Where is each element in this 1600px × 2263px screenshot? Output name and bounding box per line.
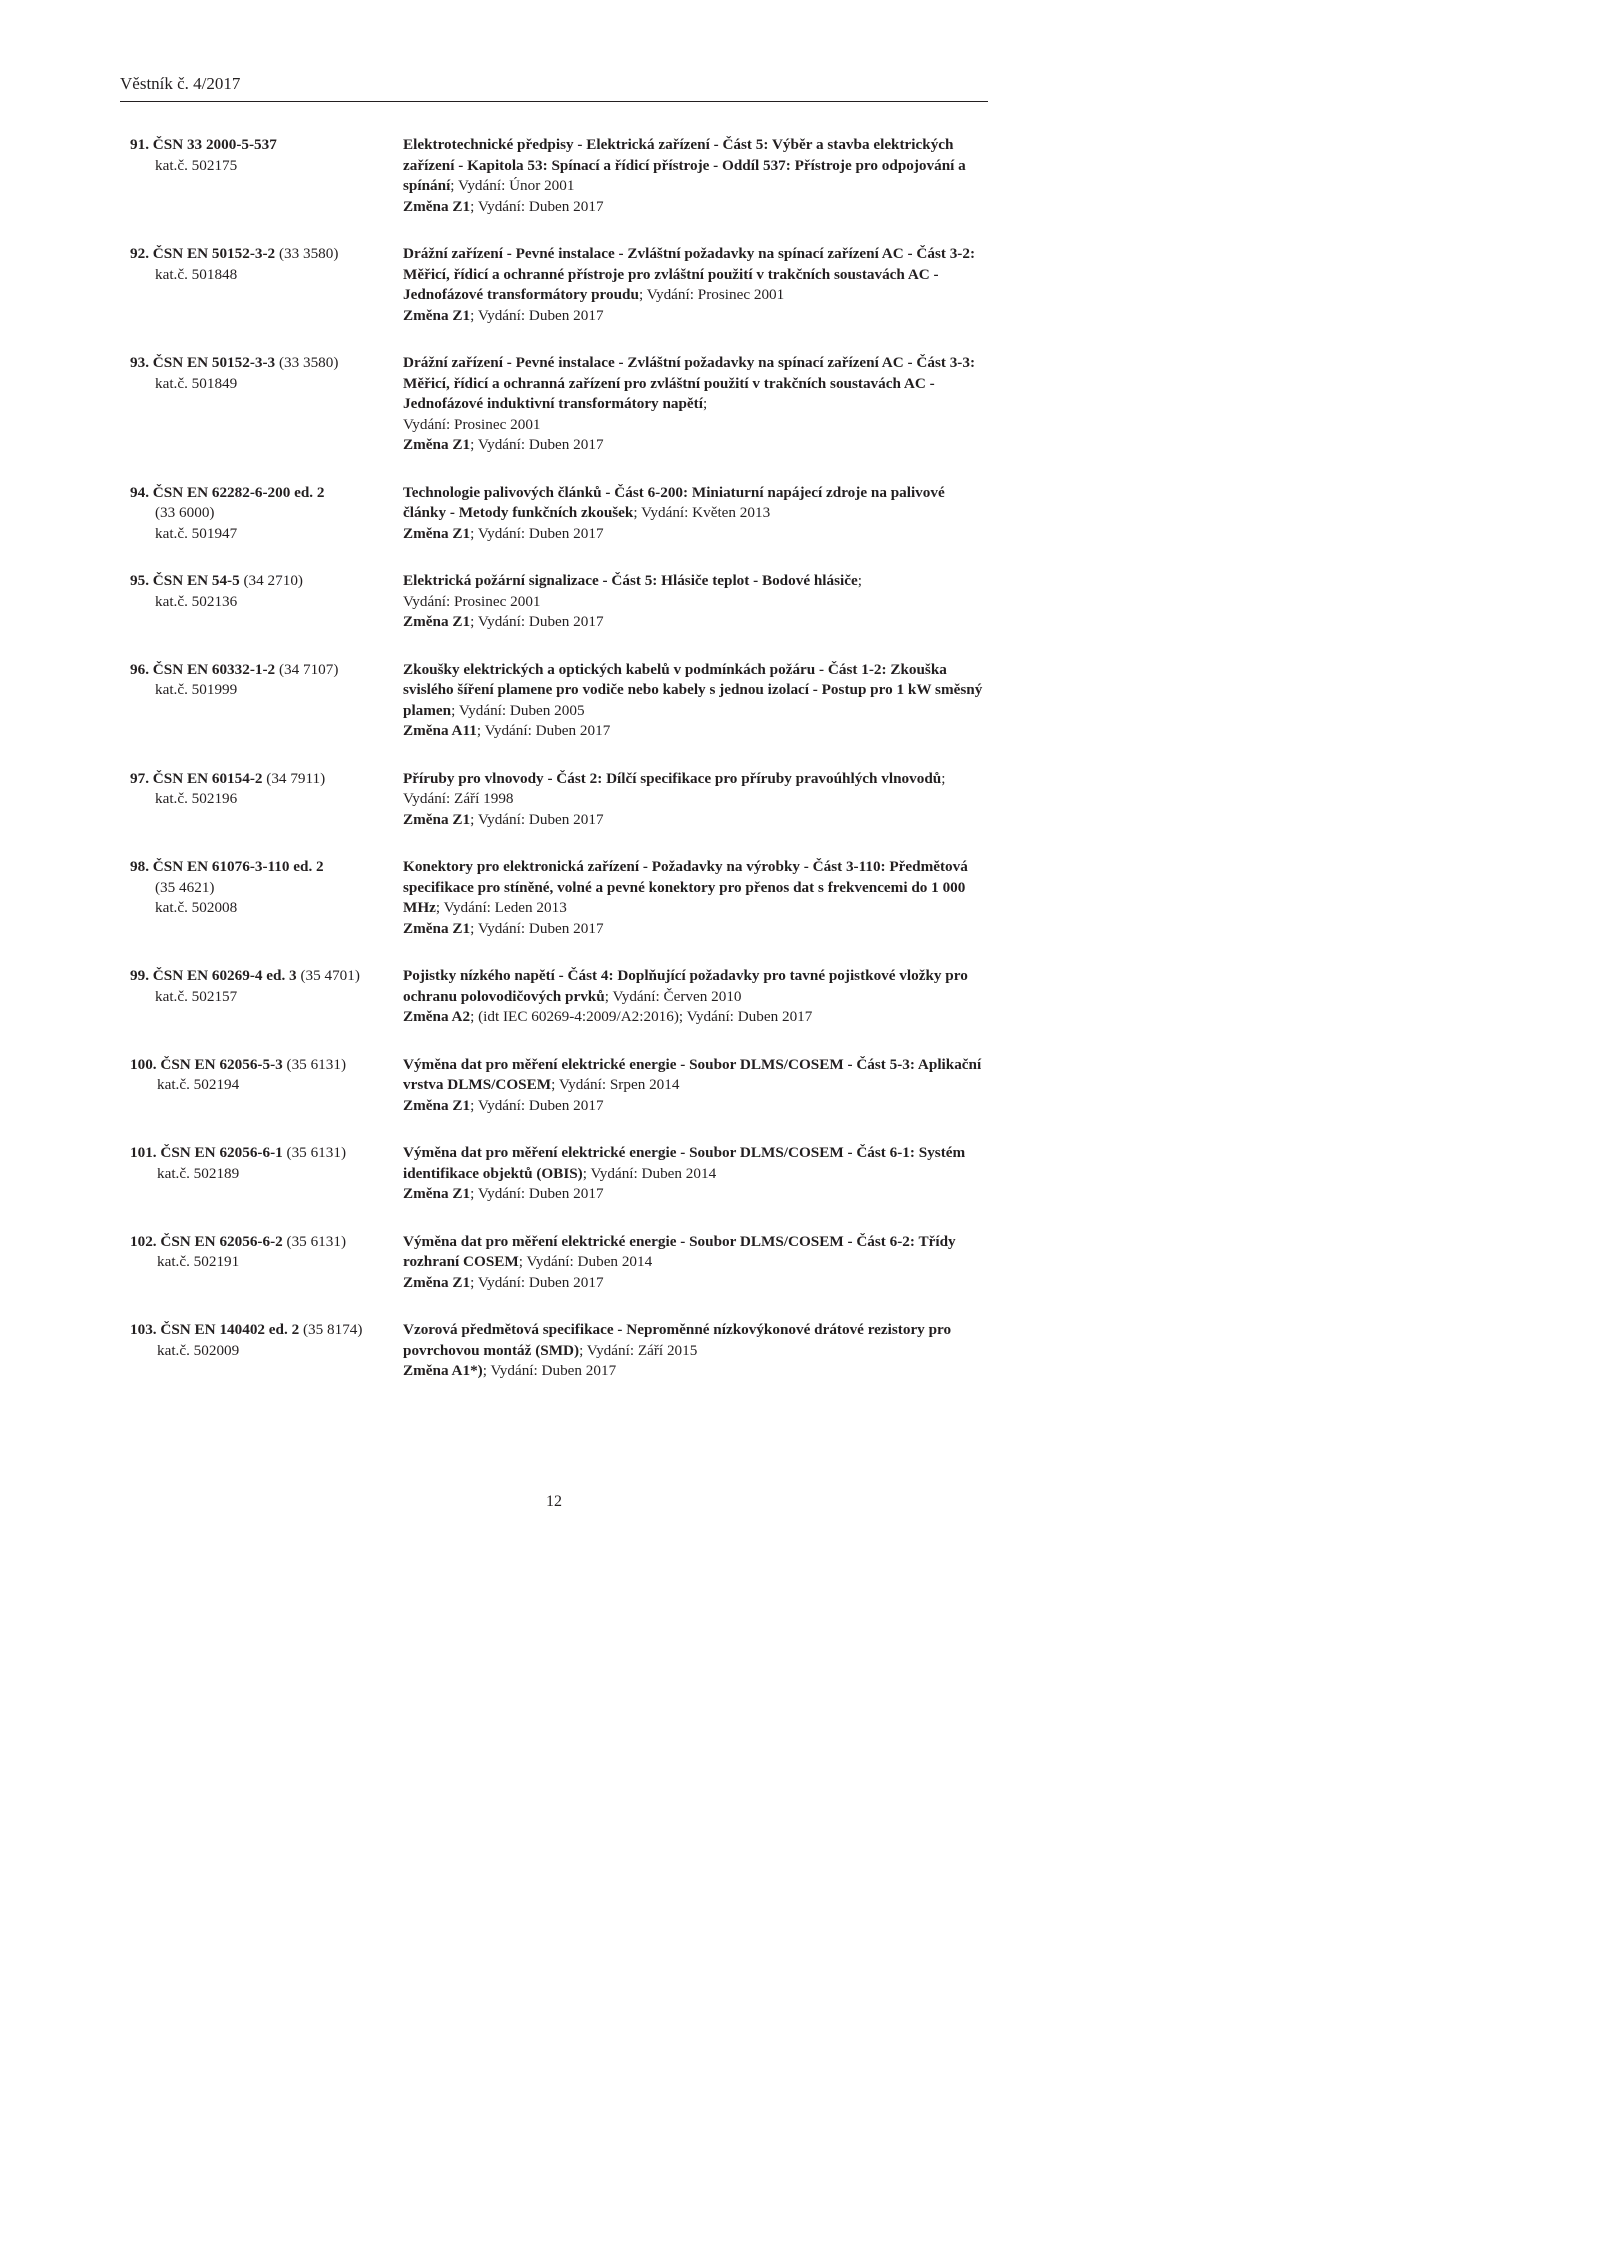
amendment: Změna Z1 (403, 810, 471, 828)
amendment-date: ; Vydání: Duben 2017 (470, 524, 604, 542)
standard-code: ČSN EN 62282-6-200 ed. 2 (152, 483, 325, 501)
standard-title: Zkoušky elektrických a optických kabelů v podmínkách požáru - Část 1-2: Zkouška svislého šíření plamene pro vodiče nebo kabely s jednou izolací - Postup pro 1 kW směsný plamen (403, 660, 983, 719)
entry-number: 103. (130, 1321, 157, 1338)
amendment-date: ; Vydání: Duben 2017 (470, 613, 604, 630)
standard-designation (130, 1055, 403, 1117)
amendment-date: ; Vydání: Duben 2017 (470, 306, 604, 324)
standard-title: Příruby pro vlnovody - Část 2: Dílčí specifikace pro příruby pravoúhlých vlnovodů (403, 769, 942, 787)
classification-code: (35 6131) (282, 1232, 347, 1250)
standard-code: ČSN EN 62056-5-3 (160, 1055, 283, 1073)
standard-entry (130, 1055, 990, 1117)
classification-code: (35 4701) (296, 967, 360, 984)
standard-entry (130, 1320, 990, 1382)
standard-designation (130, 571, 403, 633)
catalog-number: kat.č. 502191 (157, 1253, 240, 1270)
page-header (120, 74, 988, 102)
standard-designation (130, 966, 403, 1028)
standard-description (403, 1232, 990, 1294)
catalog-number: kat.č. 502136 (155, 592, 238, 610)
amendment-date: ; Vydání: Duben 2017 (482, 1362, 617, 1379)
catalog-number: kat.č. 502194 (157, 1076, 240, 1093)
amendment: Změna Z1 (403, 613, 471, 630)
classification-code: (34 7911) (262, 769, 326, 787)
amendment: Změna Z1 (403, 1185, 471, 1202)
issue-date: ; Vydání: Květen 2013 (633, 504, 771, 521)
classification-code: (35 8174) (299, 1321, 363, 1338)
page-number: 12 (546, 1493, 562, 1510)
standard-entry (130, 769, 990, 831)
entry-number: 92. (130, 245, 149, 262)
amendment: Změna A1*) (403, 1362, 483, 1379)
standard-title: Vzorová předmětová specifikace - Neproměnné nízkovýkonové drátové rezistory pro povrchovou montáž (SMD) (403, 1321, 952, 1359)
standard-title: Výměna dat pro měření elektrické energie - Soubor DLMS/COSEM - Část 6-1: Systém identifikace objektů (OBIS) (403, 1144, 966, 1182)
standard-designation (130, 483, 403, 545)
amendment: Změna A11 (403, 722, 477, 739)
issue-date: ; (702, 395, 708, 412)
amendment: Změna Z1 (403, 197, 471, 215)
standard-description (403, 571, 990, 633)
standard-designation (130, 660, 403, 742)
standard-title: Výměna dat pro měření elektrické energie - Soubor DLMS/COSEM - Část 5-3: Aplikační vrstva DLMS/COSEM (403, 1055, 982, 1093)
standard-title: Technologie palivových článků - Část 6-200: Miniaturní napájecí zdroje na palivové články - Metody funkčních zkoušek (403, 483, 945, 521)
standard-title: Elektrická požární signalizace - Část 5: Hlásiče teplot - Bodové hlásiče (403, 572, 858, 589)
standard-designation (130, 244, 403, 326)
standard-description (403, 966, 990, 1028)
amendment-date: ; Vydání: Duben 2017 (470, 436, 604, 453)
standard-description (403, 244, 990, 326)
catalog-number: kat.č. 502189 (157, 1164, 240, 1182)
standard-code: ČSN EN 140402 ed. 2 (160, 1321, 300, 1338)
standard-description (403, 483, 990, 545)
standard-designation (130, 135, 403, 217)
amendment-date: ; Vydání: Duben 2017 (470, 197, 604, 215)
entry-number: 94. (130, 483, 149, 501)
entry-number: 93. (130, 354, 149, 371)
amendment: Změna Z1 (403, 524, 471, 542)
issue-date: ; Vydání: Červen 2010 (604, 987, 742, 1005)
standard-entry (130, 1232, 990, 1294)
standard-designation (130, 1320, 403, 1382)
classification-code: (33 3580) (275, 245, 339, 262)
standard-code: ČSN EN 60269-4 ed. 3 (152, 967, 297, 984)
issue-date: ; Vydání: Září 1998 (403, 769, 946, 807)
standard-title: Pojistky nízkého napětí - Část 4: Doplňující požadavky pro tavné pojistkové vložky pro ochranu polovodičových prvků (403, 967, 968, 1005)
amendment: Změna Z1 (403, 306, 471, 324)
classification-code: (35 6131) (282, 1144, 347, 1161)
catalog-number: kat.č. 501947 (155, 524, 238, 542)
amendment-date: ; Vydání: Duben 2017 (470, 1273, 604, 1291)
catalog-number: kat.č. 501999 (155, 681, 238, 698)
issue-date: ; (857, 572, 862, 589)
amendment-date: ; (idt IEC 60269-4:2009/A2:2016); Vydání: Duben 2017 (470, 1008, 813, 1025)
amendment: Změna Z1 (403, 436, 471, 453)
entry-number: 101. (130, 1144, 157, 1161)
issue-date-line: Vydání: Prosinec 2001 (403, 592, 541, 610)
standard-code: ČSN EN 62056-6-1 (160, 1144, 283, 1161)
standard-entry (130, 483, 990, 545)
standard-title: Drážní zařízení - Pevné instalace - Zvláštní požadavky na spínací zařízení AC - Část 3-2: Měřicí, řídicí a ochranné přístroje pro zvláštní použití v trakčních soustavách AC - Jednofázové transformátory proudu (403, 245, 976, 303)
entry-number: 102. (130, 1232, 157, 1250)
catalog-number: kat.č. 501848 (155, 265, 238, 283)
issue-date: ; Vydání: Duben 2014 (518, 1253, 653, 1270)
standard-entry (130, 571, 990, 633)
amendment: Změna Z1 (403, 1273, 471, 1291)
standard-code: ČSN EN 60332-1-2 (152, 660, 276, 678)
issue-date: ; Vydání: Prosinec 2001 (638, 286, 785, 303)
amendment-date: ; Vydání: Duben 2017 (470, 1185, 604, 1202)
standard-entry (130, 660, 990, 742)
amendment: Změna Z1 (403, 919, 471, 937)
standard-designation (130, 353, 403, 456)
catalog-number: kat.č. 502009 (157, 1341, 240, 1359)
standard-description (403, 135, 990, 217)
entry-number: 99. (130, 967, 149, 984)
standard-description (403, 1320, 990, 1382)
standard-code: ČSN EN 62056-6-2 (160, 1232, 283, 1250)
entry-number: 97. (130, 769, 149, 787)
journal-title: Věstník č. 4/2017 (120, 74, 241, 93)
standard-entry (130, 135, 990, 217)
entry-number: 98. (130, 858, 149, 875)
standard-description (403, 769, 990, 831)
amendment: Změna A2 (403, 1008, 471, 1025)
standard-code: ČSN EN 50152-3-3 (152, 354, 276, 371)
entry-number: 95. (130, 572, 149, 589)
catalog-number: kat.č. 502157 (155, 987, 238, 1005)
amendment: Změna Z1 (403, 1096, 471, 1114)
standard-designation (130, 1143, 403, 1205)
catalog-number: kat.č. 502008 (155, 899, 238, 916)
standard-description (403, 1055, 990, 1117)
standard-title: Elektrotechnické předpisy - Elektrická zařízení - Část 5: Výběr a stavba elektrických zařízení - Kapitola 53: Spínací a řídicí přístroje - Oddíl 537: Přístroje pro odpojování a spínání (403, 136, 966, 194)
standard-entry (130, 966, 990, 1028)
standard-code: ČSN EN 60154-2 (152, 769, 263, 787)
classification-code: (34 2710) (239, 572, 303, 589)
standard-designation (130, 1232, 403, 1294)
standard-title: Výměna dat pro měření elektrické energie - Soubor DLMS/COSEM - Část 6-2: Třídy rozhraní COSEM (403, 1232, 956, 1270)
issue-date: ; Vydání: Srpen 2014 (551, 1076, 680, 1093)
amendment-date: ; Vydání: Duben 2017 (476, 722, 611, 739)
standard-code: ČSN EN 54-5 (152, 572, 240, 589)
issue-date: ; Vydání: Duben 2014 (582, 1164, 717, 1182)
standard-designation (130, 769, 403, 831)
standard-description (403, 1143, 990, 1205)
issue-date: ; Vydání: Duben 2005 (451, 701, 585, 719)
standard-code: ČSN EN 50152-3-2 (152, 245, 276, 262)
standard-entry (130, 353, 990, 456)
standard-description (403, 353, 990, 456)
catalog-number: kat.č. 502196 (155, 790, 238, 807)
catalog-number: kat.č. 501849 (155, 374, 238, 392)
amendment-date: ; Vydání: Duben 2017 (470, 919, 604, 937)
classification-code: (33 6000) (155, 504, 215, 521)
issue-date: ; Vydání: Leden 2013 (435, 899, 567, 916)
classification-code: (33 3580) (275, 354, 339, 371)
amendment-date: ; Vydání: Duben 2017 (470, 1096, 604, 1114)
standard-title: Drážní zařízení - Pevné instalace - Zvláštní požadavky na spínací zařízení AC - Část 3-3: Měřicí, řídicí a ochranná zařízení pro zvláštní použití v trakčních soustavách AC - Jednofázové induktivní transformátory napětí (403, 354, 976, 412)
standard-code: ČSN 33 2000-5-537 (152, 136, 277, 153)
standard-designation (130, 857, 403, 939)
standards-list (130, 135, 990, 1409)
classification-code: (34 7107) (275, 660, 339, 678)
standard-description (403, 857, 990, 939)
standard-entry (130, 244, 990, 326)
standard-title: Konektory pro elektronická zařízení - Požadavky na výrobky - Část 3-110: Předmětová specifikace pro stíněné, volné a pevné konektory pro přenos dat s frekvencemi do 1 000 MHz (403, 858, 968, 916)
amendment-date: ; Vydání: Duben 2017 (470, 810, 604, 828)
standard-entry (130, 1143, 990, 1205)
issue-date: ; Vydání: Září 2015 (579, 1341, 698, 1359)
issue-date-line: Vydání: Prosinec 2001 (403, 415, 541, 433)
classification-code: (35 4621) (155, 878, 215, 896)
classification-code: (35 6131) (282, 1055, 347, 1073)
standard-entry (130, 857, 990, 939)
standard-code: ČSN EN 61076-3-110 ed. 2 (152, 858, 324, 875)
catalog-number: kat.č. 502175 (155, 156, 238, 174)
issue-date: ; Vydání: Únor 2001 (450, 177, 575, 194)
entry-number: 91. (130, 136, 149, 153)
standard-description (403, 660, 990, 742)
entry-number: 96. (130, 660, 149, 678)
entry-number: 100. (130, 1055, 157, 1073)
